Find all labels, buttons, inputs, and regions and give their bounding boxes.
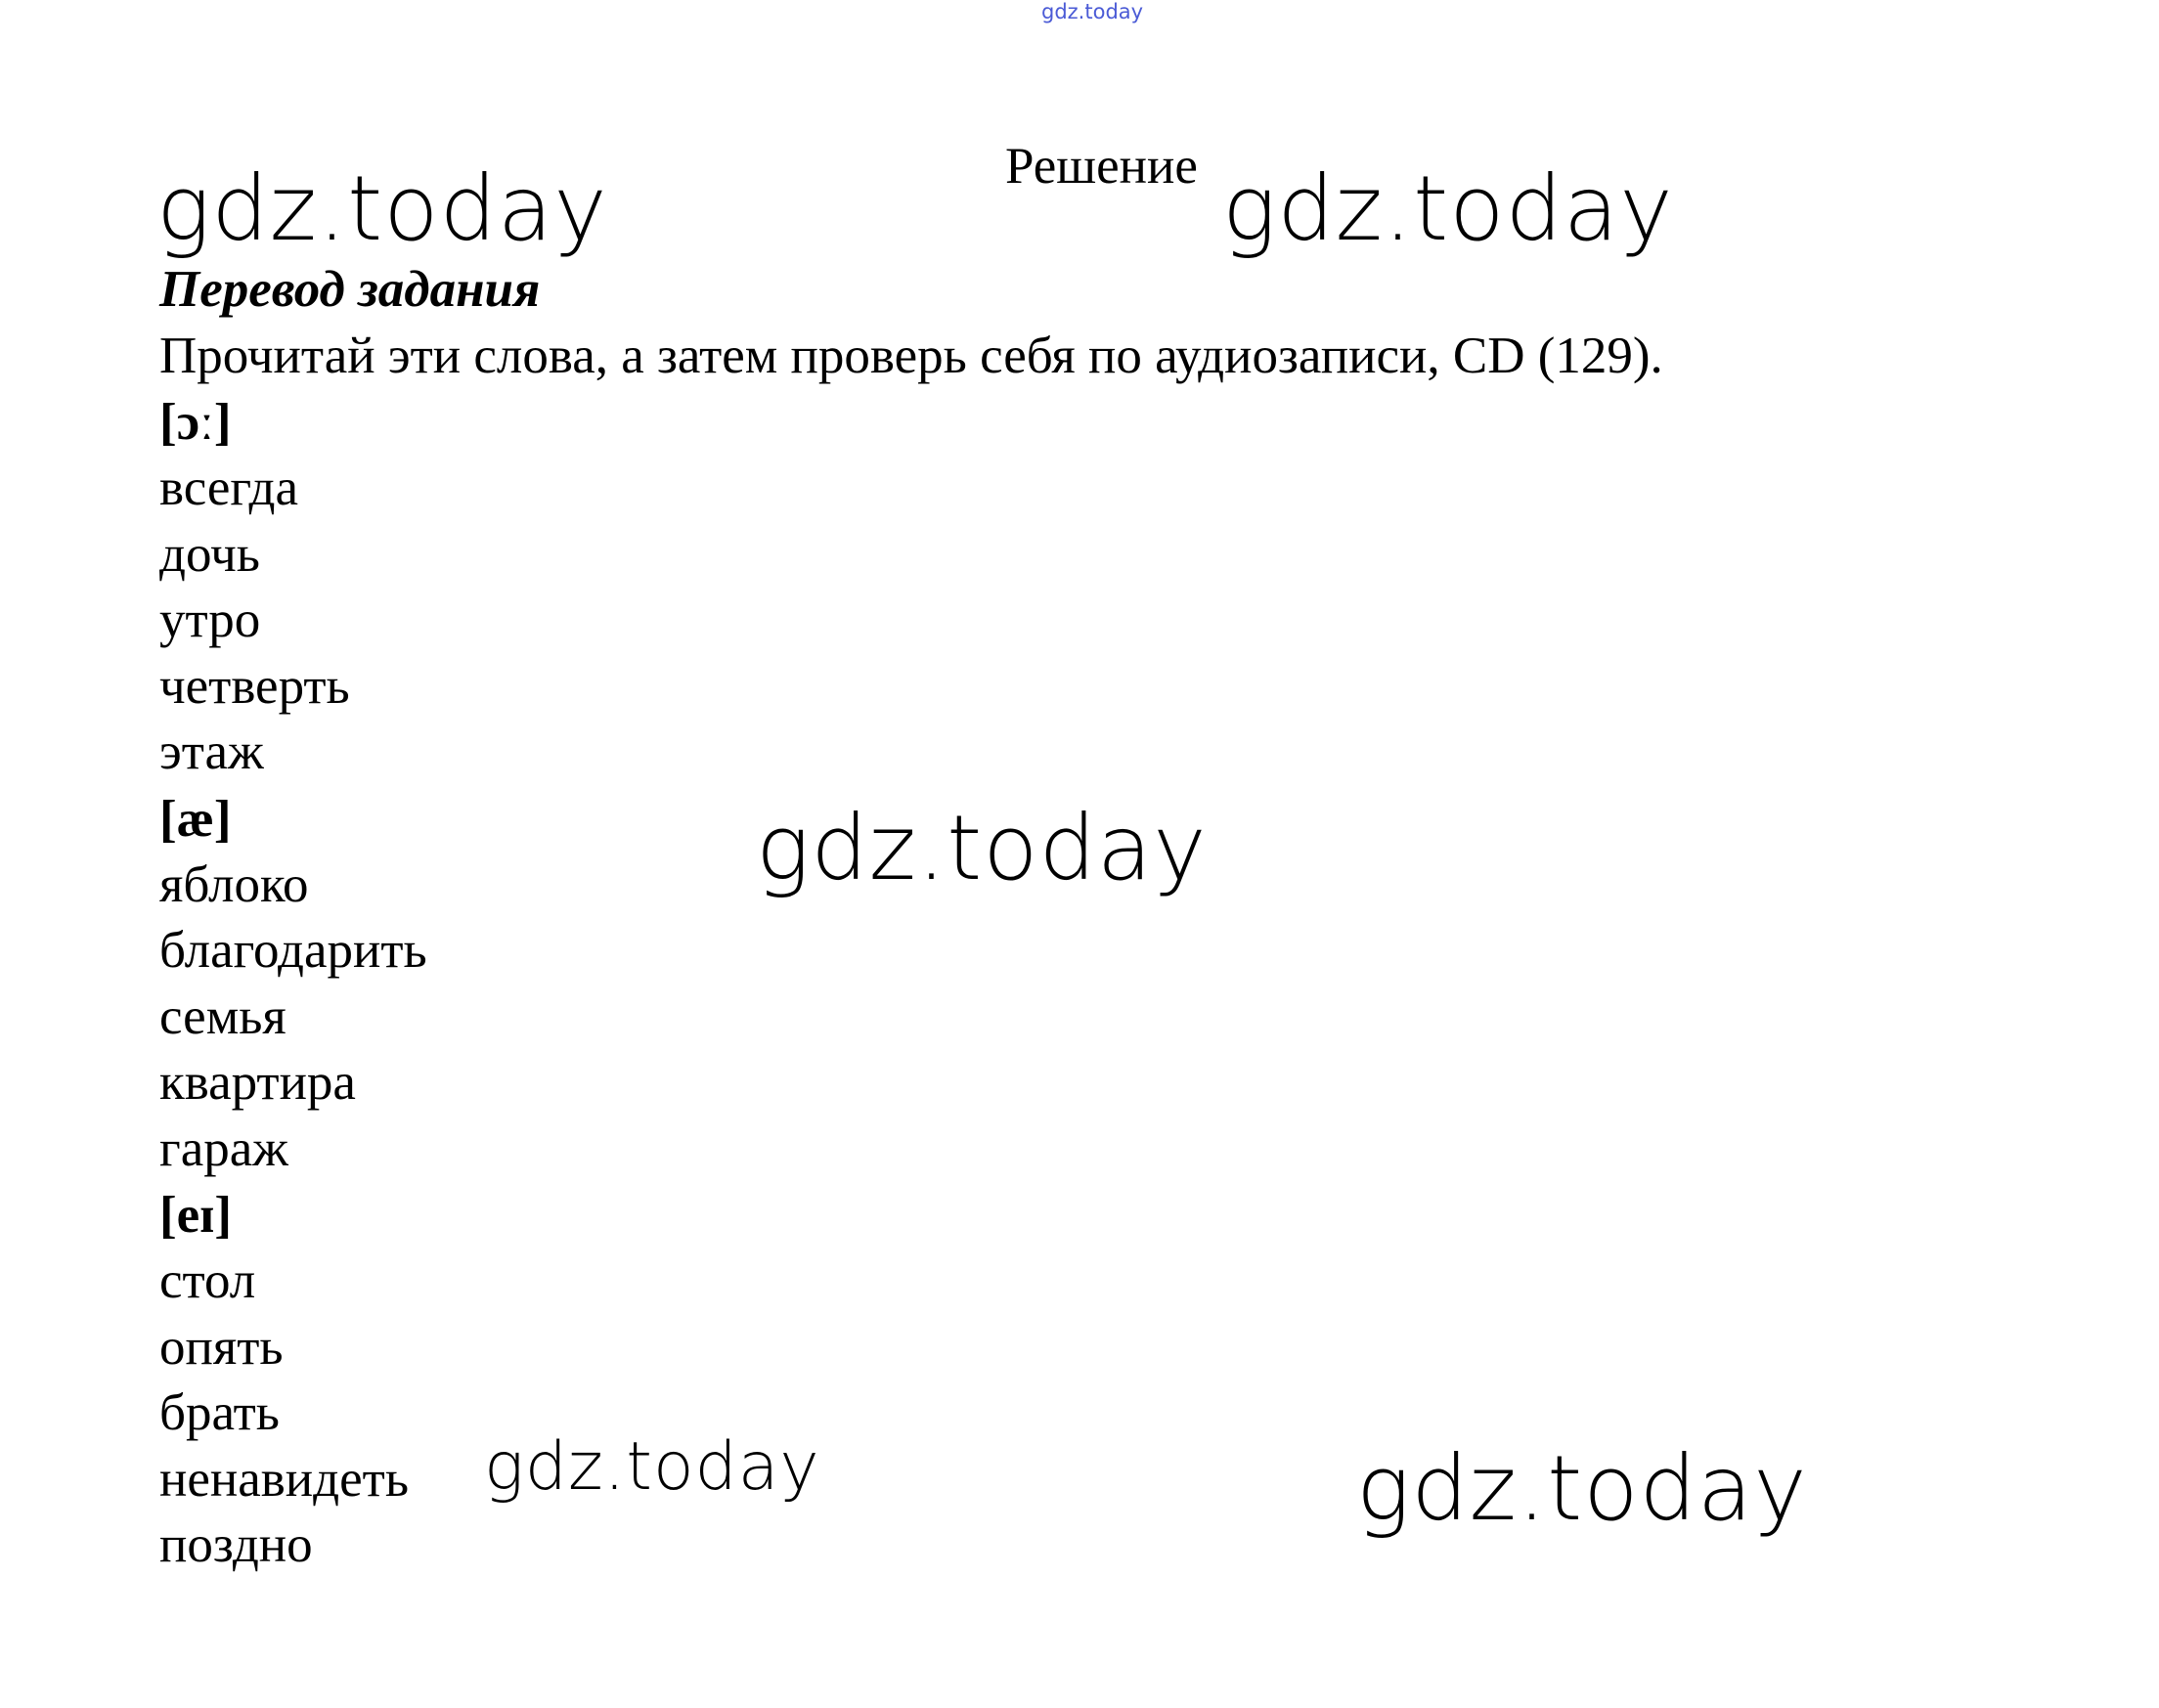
word-item: ненавидеть — [159, 1450, 409, 1508]
word-item: благодарить — [159, 922, 427, 979]
word-item: брать — [159, 1384, 280, 1441]
document-body — [159, 256, 2017, 1579]
word-item: стол — [159, 1252, 256, 1309]
sound-heading: [eɪ] — [159, 1187, 233, 1244]
word-item: этаж — [159, 723, 264, 780]
word-item: всегда — [159, 460, 298, 516]
sound-heading: [æ] — [159, 790, 232, 848]
sound-group — [159, 786, 2017, 1183]
word-item: яблоко — [159, 855, 309, 913]
word-item: опять — [159, 1318, 284, 1376]
sound-group — [159, 389, 2017, 786]
watermark: gdz.today — [156, 156, 608, 261]
watermark: gdz.today — [1356, 1436, 1808, 1541]
word-item: квартира — [159, 1054, 356, 1111]
word-item: поздно — [159, 1516, 313, 1573]
word-item: утро — [159, 591, 261, 648]
task-title: Перевод задания — [159, 261, 541, 318]
watermark: gdz.today — [484, 1428, 820, 1506]
word-item: семья — [159, 987, 286, 1045]
task-text: Прочитай эти слова, а затем проверь себя по аудиозаписи, CD (129). — [159, 328, 1663, 384]
sound-heading: [ɔː] — [159, 394, 232, 451]
solution-heading: Решение — [1005, 138, 1198, 195]
watermark: gdz.today — [1222, 156, 1674, 261]
sound-group — [159, 1182, 2017, 1579]
word-item: дочь — [159, 525, 260, 583]
word-item: гараж — [159, 1119, 288, 1177]
top-watermark: gdz.today — [1041, 0, 1144, 23]
word-item: четверть — [159, 657, 350, 715]
watermark: gdz.today — [756, 796, 1208, 900]
